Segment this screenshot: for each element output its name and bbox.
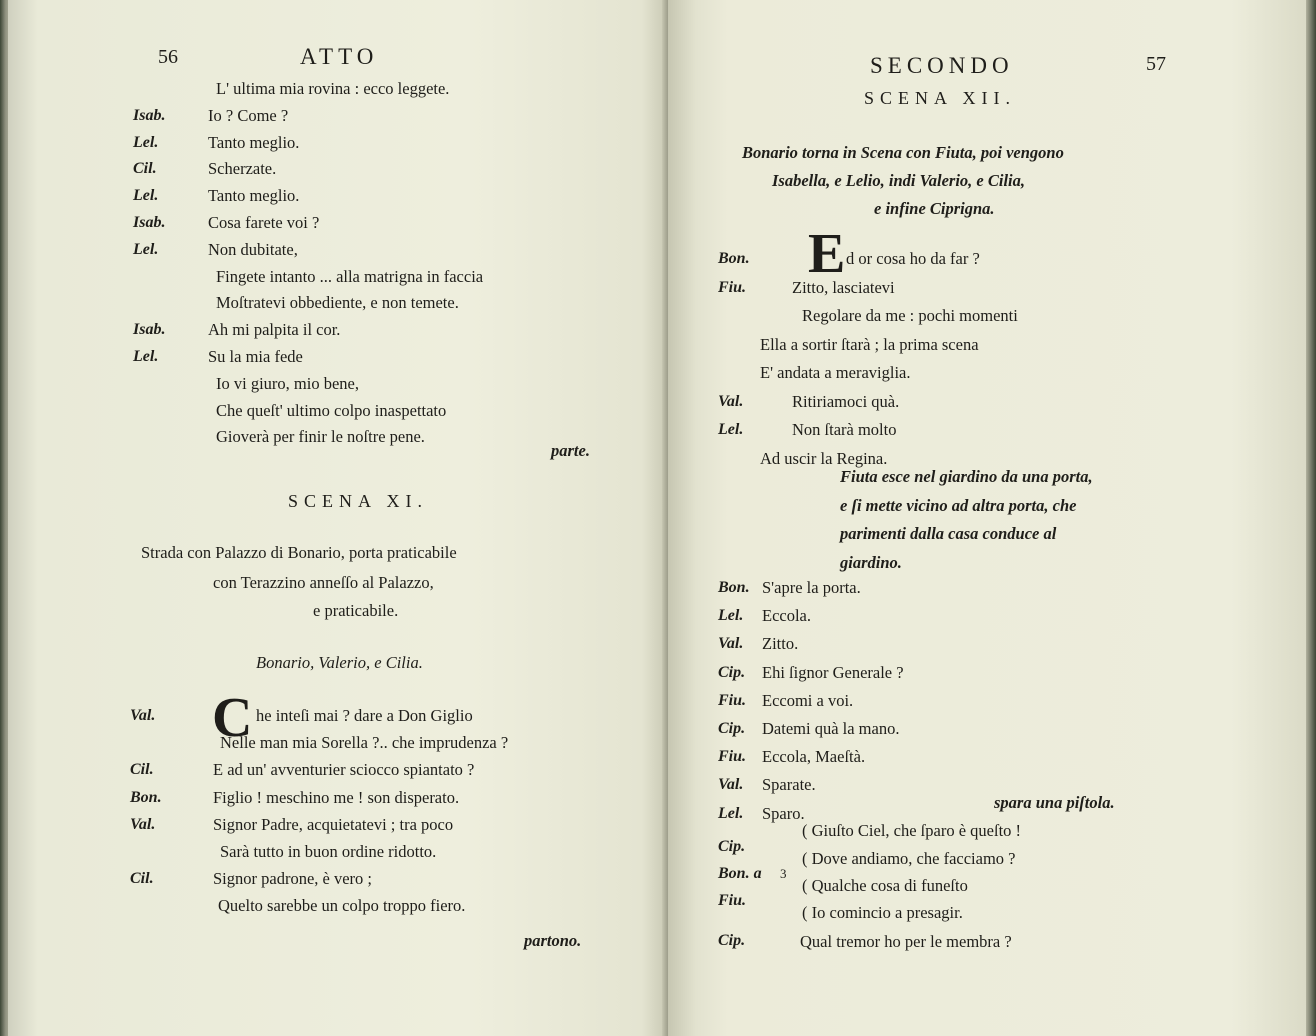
dialogue-line: Cosa farete voi ? [208, 213, 320, 232]
dialogue-line: E' andata a meraviglia. [760, 363, 911, 382]
dialogue-line: Eccola, Maeſtà. [762, 747, 866, 767]
speaker-label: Val. [718, 776, 744, 794]
left-drop-cap: C [212, 687, 253, 749]
dialogue-line: E ad un' avventurier sciocco spiantato ? [213, 760, 475, 780]
right-running-head: SECONDO [870, 53, 1014, 78]
dialogue-line: Ad uscir la Regina. [760, 448, 888, 468]
setting-line-3: e praticabile. [313, 601, 399, 620]
speaker-label: Isab. [133, 106, 166, 124]
scene-xi-title: SCENA XI. [288, 491, 429, 511]
exit-direction-partono: partono. [524, 931, 582, 950]
dialogue-line: Eccola. [762, 606, 812, 626]
dialogue-line: Ah mi palpita il cor. [208, 320, 341, 340]
last-line-speaker: Cip. [718, 932, 746, 949]
speaker-label: Cil. [133, 160, 157, 178]
dialogue-line: Fingete intanto ... alla matrigna in faccia [216, 266, 484, 286]
ensemble-speaker-cip: Cip. [718, 838, 746, 855]
dialogue-line: Signor padrone, è vero ; [213, 869, 372, 889]
dialogue-line: Eccomi a voi. [762, 690, 854, 710]
ensemble-line-1: ( Giuſto Ciel, che ſparo è queſto ! [802, 821, 1022, 840]
speaker-label: Cip. [718, 663, 746, 681]
direction-2-line-4: giardino. [840, 553, 902, 572]
dialogue-line: Non dubitate, [208, 239, 298, 259]
dialogue-line: Su la mia fede [208, 347, 303, 366]
scene-xi-characters: Bonario, Valerio, e Cilia. [256, 653, 423, 672]
speaker-label: Bon. [130, 788, 162, 806]
dialogue-line: Scherzate. [208, 159, 277, 179]
dialogue-line: Io vi giuro, mio bene, [216, 373, 359, 393]
ensemble-line-4: ( Io comincio a presagir. [802, 903, 963, 922]
dialogue-line: he inteſi mai ? dare a Don Giglio [256, 706, 473, 725]
dialogue-line: Ehi ſignor Generale ? [762, 662, 904, 682]
ensemble-line-2: ( Dove andiamo, che facciamo ? [802, 849, 1016, 868]
speaker-label: Lel. [133, 133, 159, 151]
speaker-label: Val. [130, 815, 156, 833]
dialogue-line: Ella a sortir ſtarà ; la prima scena [760, 334, 979, 354]
dialogue-line: Quelto sarebbe un colpo troppo fiero. [218, 896, 466, 916]
left-page-number: 56 [158, 46, 178, 68]
dialogue-line: Tanto meglio. [208, 186, 300, 206]
speaker-label: Lel. [133, 240, 159, 258]
speaker-label: Cil. [130, 761, 154, 779]
speaker-label: Val. [718, 392, 744, 410]
dialogue-line: Figlio ! meschino me ! son disperato. [213, 787, 460, 807]
dialogue-line: S'apre la porta. [762, 578, 861, 597]
speaker-label: Lel. [718, 421, 744, 438]
ensemble-speaker-fiu: Fiu. [718, 892, 747, 909]
dialogue-line: L' ultima mia rovina : ecco leggete. [216, 79, 450, 98]
right-drop-cap: E [808, 223, 846, 285]
speaker-label: Cil. [130, 870, 154, 888]
dialogue-line: Regolare da me : pochi momenti [802, 306, 1018, 325]
speaker-label: Lel. [718, 607, 744, 625]
setting-line-1: Strada con Palazzo di Bonario, porta praticabile [141, 543, 457, 562]
ensemble-speaker-bon: Bon. a [718, 865, 762, 882]
direction-1-line-1: Bonario torna in Scena con Fiuta, poi vengono [742, 143, 1064, 162]
scene-xii-title: SCENA XII. [864, 88, 1017, 108]
left-page [8, 0, 668, 1036]
exit-direction-parte: parte. [551, 441, 590, 460]
ensemble-line-3: ( Qualche cosa di funeſto [802, 876, 968, 895]
ensemble-count: 3 [780, 866, 787, 881]
dialogue-line: Sparo. [762, 803, 805, 823]
dialogue-line: Moſtratevi obbediente, e non temete. [216, 293, 459, 313]
dialogue-line: Che queſt' ultimo colpo inaspettato [216, 400, 447, 420]
dialogue-line: Zitto. [762, 634, 799, 654]
dialogue-line: d or cosa ho da far ? [846, 249, 980, 268]
speaker-label: Lel. [133, 348, 159, 365]
speaker-label: Fiu. [718, 748, 747, 766]
dialogue-line: Non ſtarà molto [792, 420, 897, 439]
direction-spara: spara una piſtola. [994, 793, 1115, 812]
speaker-label: Lel. [133, 187, 159, 205]
speaker-label: Fiu. [718, 691, 747, 709]
dialogue-line: Zitto, lasciatevi [792, 277, 895, 297]
right-page-number: 57 [1146, 53, 1166, 75]
speaker-label: Val. [130, 707, 156, 724]
dialogue-line: Sarà tutto in buon ordine ridotto. [220, 842, 437, 861]
direction-2-line-2: e ſi mette vicino ad altra porta, che [840, 496, 1077, 515]
dialogue-line: Datemi quà la mano. [762, 719, 900, 738]
dialogue-line: Io ? Come ? [208, 105, 289, 125]
direction-2-line-3: parimenti dalla casa conduce al [840, 524, 1057, 543]
speaker-label: Isab. [133, 214, 166, 231]
left-running-head: ATTO [300, 44, 379, 69]
dialogue-line: Nelle man mia Sorella ?.. che imprudenza ? [220, 733, 509, 753]
dialogue-line: Gioverà per finir le noſtre pene. [216, 427, 425, 447]
setting-line-2: con Terazzino anneſſo al Palazzo, [213, 573, 434, 592]
direction-1-line-2: Isabella, e Lelio, indi Valerio, e Cilia, [772, 171, 1025, 190]
last-line-text: Qual tremor ho per le membra ? [800, 932, 1012, 951]
speaker-label: Bon. [718, 250, 750, 267]
speaker-label: Cip. [718, 720, 746, 737]
book-edge-right [1306, 0, 1316, 1036]
speaker-label: Isab. [133, 321, 166, 339]
speaker-label: Bon. [718, 579, 750, 596]
dialogue-line: Ritiriamoci quà. [792, 391, 900, 411]
direction-1-line-3: e infine Ciprigna. [874, 199, 995, 218]
dialogue-line: Sparate. [762, 775, 816, 795]
dialogue-line: Tanto meglio. [208, 132, 300, 152]
speaker-label: Fiu. [718, 278, 747, 296]
speaker-label: Lel. [718, 804, 744, 822]
speaker-label: Val. [718, 635, 744, 653]
dialogue-line: Signor Padre, acquietatevi ; tra poco [213, 814, 454, 834]
right-page [668, 0, 1308, 1036]
direction-2-line-1: Fiuta esce nel giardino da una porta, [840, 467, 1093, 486]
